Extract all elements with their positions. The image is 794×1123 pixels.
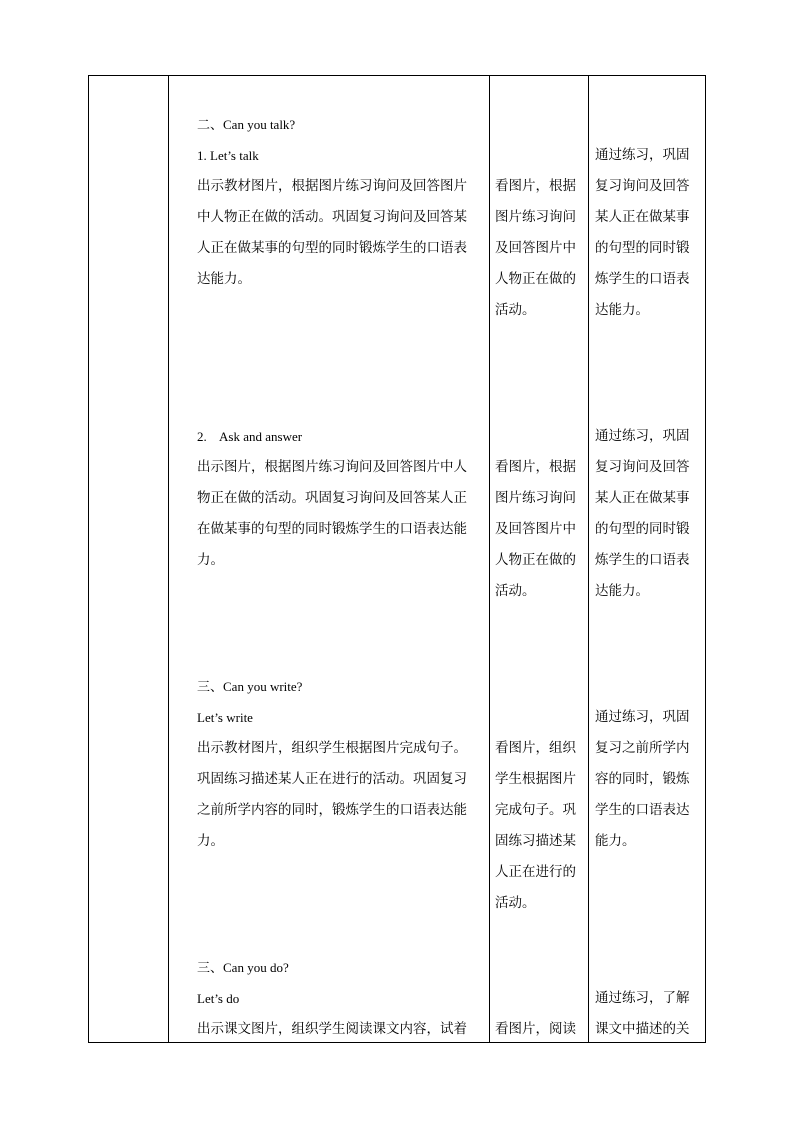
column-divider — [588, 76, 589, 1042]
section-subheading: 1. Let’s talk — [197, 148, 259, 163]
teacher-activity: 出示课文图片，组织学生阅读课文内容，试着 — [197, 1021, 467, 1037]
teacher-activity: 出示教材图片，根据图片练习询问及回答图片 中人物正在做的活动。巩固复习询问及回答某 人正在做某事的句型的同时锻炼学生的口语表 达能力。 — [197, 178, 467, 287]
student-activity: 看图片，组织 学生根据图片 完成句子。巩 固练习描述某 人正在进行的 活动。 — [495, 740, 576, 911]
design-intent: 通过练习，了解 课文中描述的关 — [595, 990, 690, 1037]
design-intent: 通过练习，巩固 复习之前所学内 容的同时，锻炼 学生的口语表达 能力。 — [595, 709, 690, 849]
lesson-plan-table — [88, 75, 706, 1043]
column-divider — [489, 76, 490, 1042]
section-heading: 三、Can you do? — [197, 960, 289, 975]
section-subheading: Let’s write — [197, 710, 253, 725]
section-heading: 二、Can you talk? — [197, 117, 296, 132]
design-intent: 通过练习，巩固 复习询问及回答 某人正在做某事 的句型的同时锻 炼学生的口语表 达能力。 — [595, 147, 690, 318]
student-activity: 看图片，根据 图片练习询问 及回答图片中 人物正在做的 活动。 — [495, 459, 576, 599]
section-subheading: 2. Ask and answer — [197, 429, 303, 444]
section-heading: 三、Can you write? — [197, 679, 303, 694]
student-activity: 看图片，根据 图片练习询问 及回答图片中 人物正在做的 活动。 — [495, 178, 576, 318]
column-divider — [168, 76, 169, 1042]
teacher-activity: 出示教材图片，组织学生根据图片完成句子。 巩固练习描述某人正在进行的活动。巩固复习 之前所学内容的同时，锻炼学生的口语表达能 力。 — [197, 740, 467, 849]
teacher-activity: 出示图片，根据图片练习询问及回答图片中人 物正在做的活动。巩固复习询问及回答某人正 在做某事的句型的同时锻炼学生的口语表达能 力。 — [197, 459, 467, 568]
section-subheading: Let’s do — [197, 991, 240, 1006]
design-intent: 通过练习，巩固 复习询问及回答 某人正在做某事 的句型的同时锻 炼学生的口语表 达能力。 — [595, 428, 690, 599]
student-activity: 看图片，阅读 — [495, 1021, 576, 1037]
